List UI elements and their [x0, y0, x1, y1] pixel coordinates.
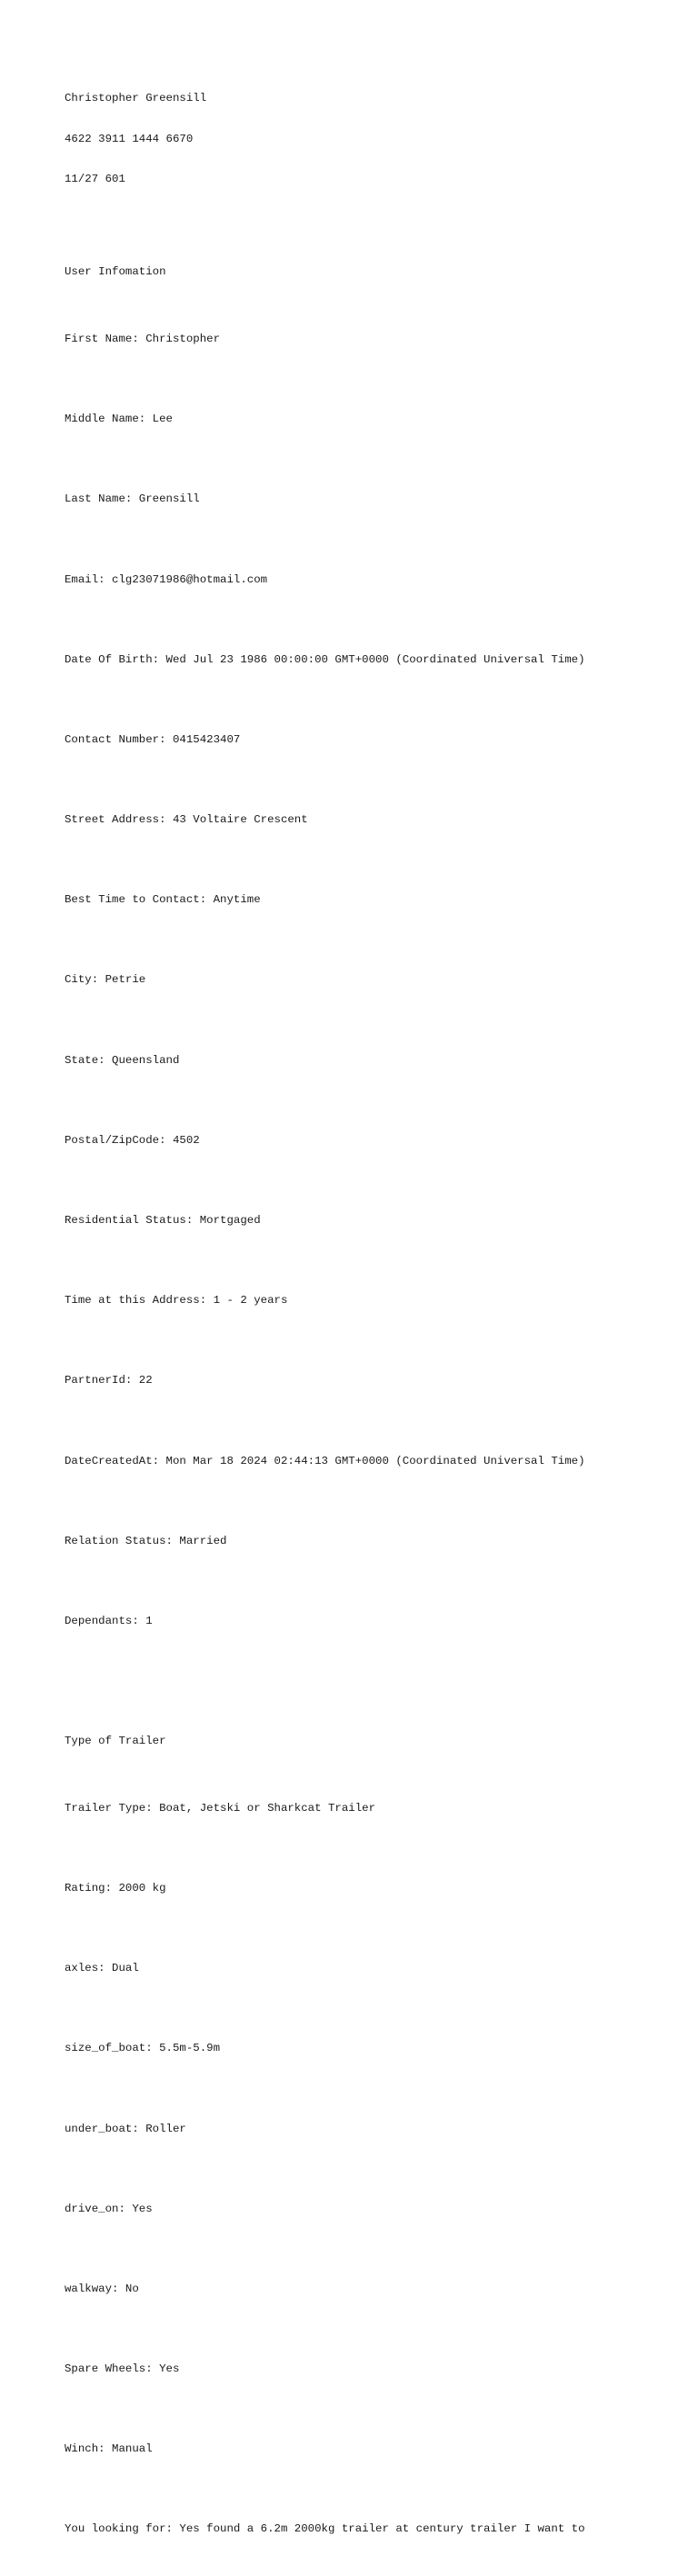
field-best-time-to-contact: Best Time to Contact: Anytime: [65, 893, 261, 907]
field-postal-code: Postal/ZipCode: 4502: [65, 1133, 200, 1147]
customer-name: Christopher Greensill: [65, 92, 207, 105]
field-drive-on: drive_on: Yes: [65, 2202, 153, 2215]
field-you-looking-for: You looking for: Yes found a 6.2m 2000kg trailer at century trailer I want to: [65, 2522, 585, 2536]
user-info-fields: [65, 306, 692, 1696]
field-partner-id: PartnerId: 22: [65, 1374, 153, 1387]
field-dependants: Dependants: 1: [65, 1614, 153, 1627]
field-state: State: Queensland: [65, 1053, 180, 1067]
section-heading-user-information: User Infomation: [65, 265, 166, 279]
field-first-name: First Name: Christopher: [65, 332, 221, 345]
document-page: [65, 65, 692, 2576]
field-city: City: Petrie: [65, 973, 146, 987]
field-middle-name: Middle Name: Lee: [65, 413, 173, 426]
field-email: Email: clg23071986@hotmail.com: [65, 572, 268, 586]
field-winch: Winch: Manual: [65, 2442, 153, 2456]
field-date-of-birth: Date Of Birth: Wed Jul 23 1986 00:00:00 GMT+0000 (Coordinated Universal Time): [65, 652, 585, 666]
field-rating: Rating: 2000 kg: [65, 1881, 166, 1895]
section-heading-type-of-trailer: Type of Trailer: [65, 1735, 166, 1748]
field-contact-number: Contact Number: 0415423407: [65, 732, 241, 746]
field-walkway: walkway: No: [65, 2282, 139, 2295]
field-street-address: Street Address: 43 Voltaire Crescent: [65, 813, 308, 827]
field-residential-status: Residential Status: Mortgaged: [65, 1214, 261, 1228]
field-trailer-type: Trailer Type: Boat, Jetski or Sharkcat Trailer: [65, 1801, 376, 1815]
field-axles: axles: Dual: [65, 1962, 139, 1975]
spacer: [65, 213, 692, 226]
field-size-of-boat: size_of_boat: 5.5m-5.9m: [65, 2042, 221, 2055]
trailer-fields: [65, 1775, 692, 2562]
field-spare-wheels: Spare Wheels: Yes: [65, 2362, 180, 2376]
field-last-name: Last Name: Greensill: [65, 492, 200, 506]
field-time-at-address: Time at this Address: 1 - 2 years: [65, 1294, 288, 1308]
card-number: 4622 3911 1444 6670: [65, 132, 194, 145]
field-under-boat: under_boat: Roller: [65, 2122, 186, 2135]
field-relation-status: Relation Status: Married: [65, 1534, 227, 1547]
card-expiry-code: 11/27 601: [65, 172, 125, 185]
field-date-created-at: DateCreatedAt: Mon Mar 18 2024 02:44:13 GMT+0000 (Coordinated Universal Time): [65, 1454, 585, 1467]
